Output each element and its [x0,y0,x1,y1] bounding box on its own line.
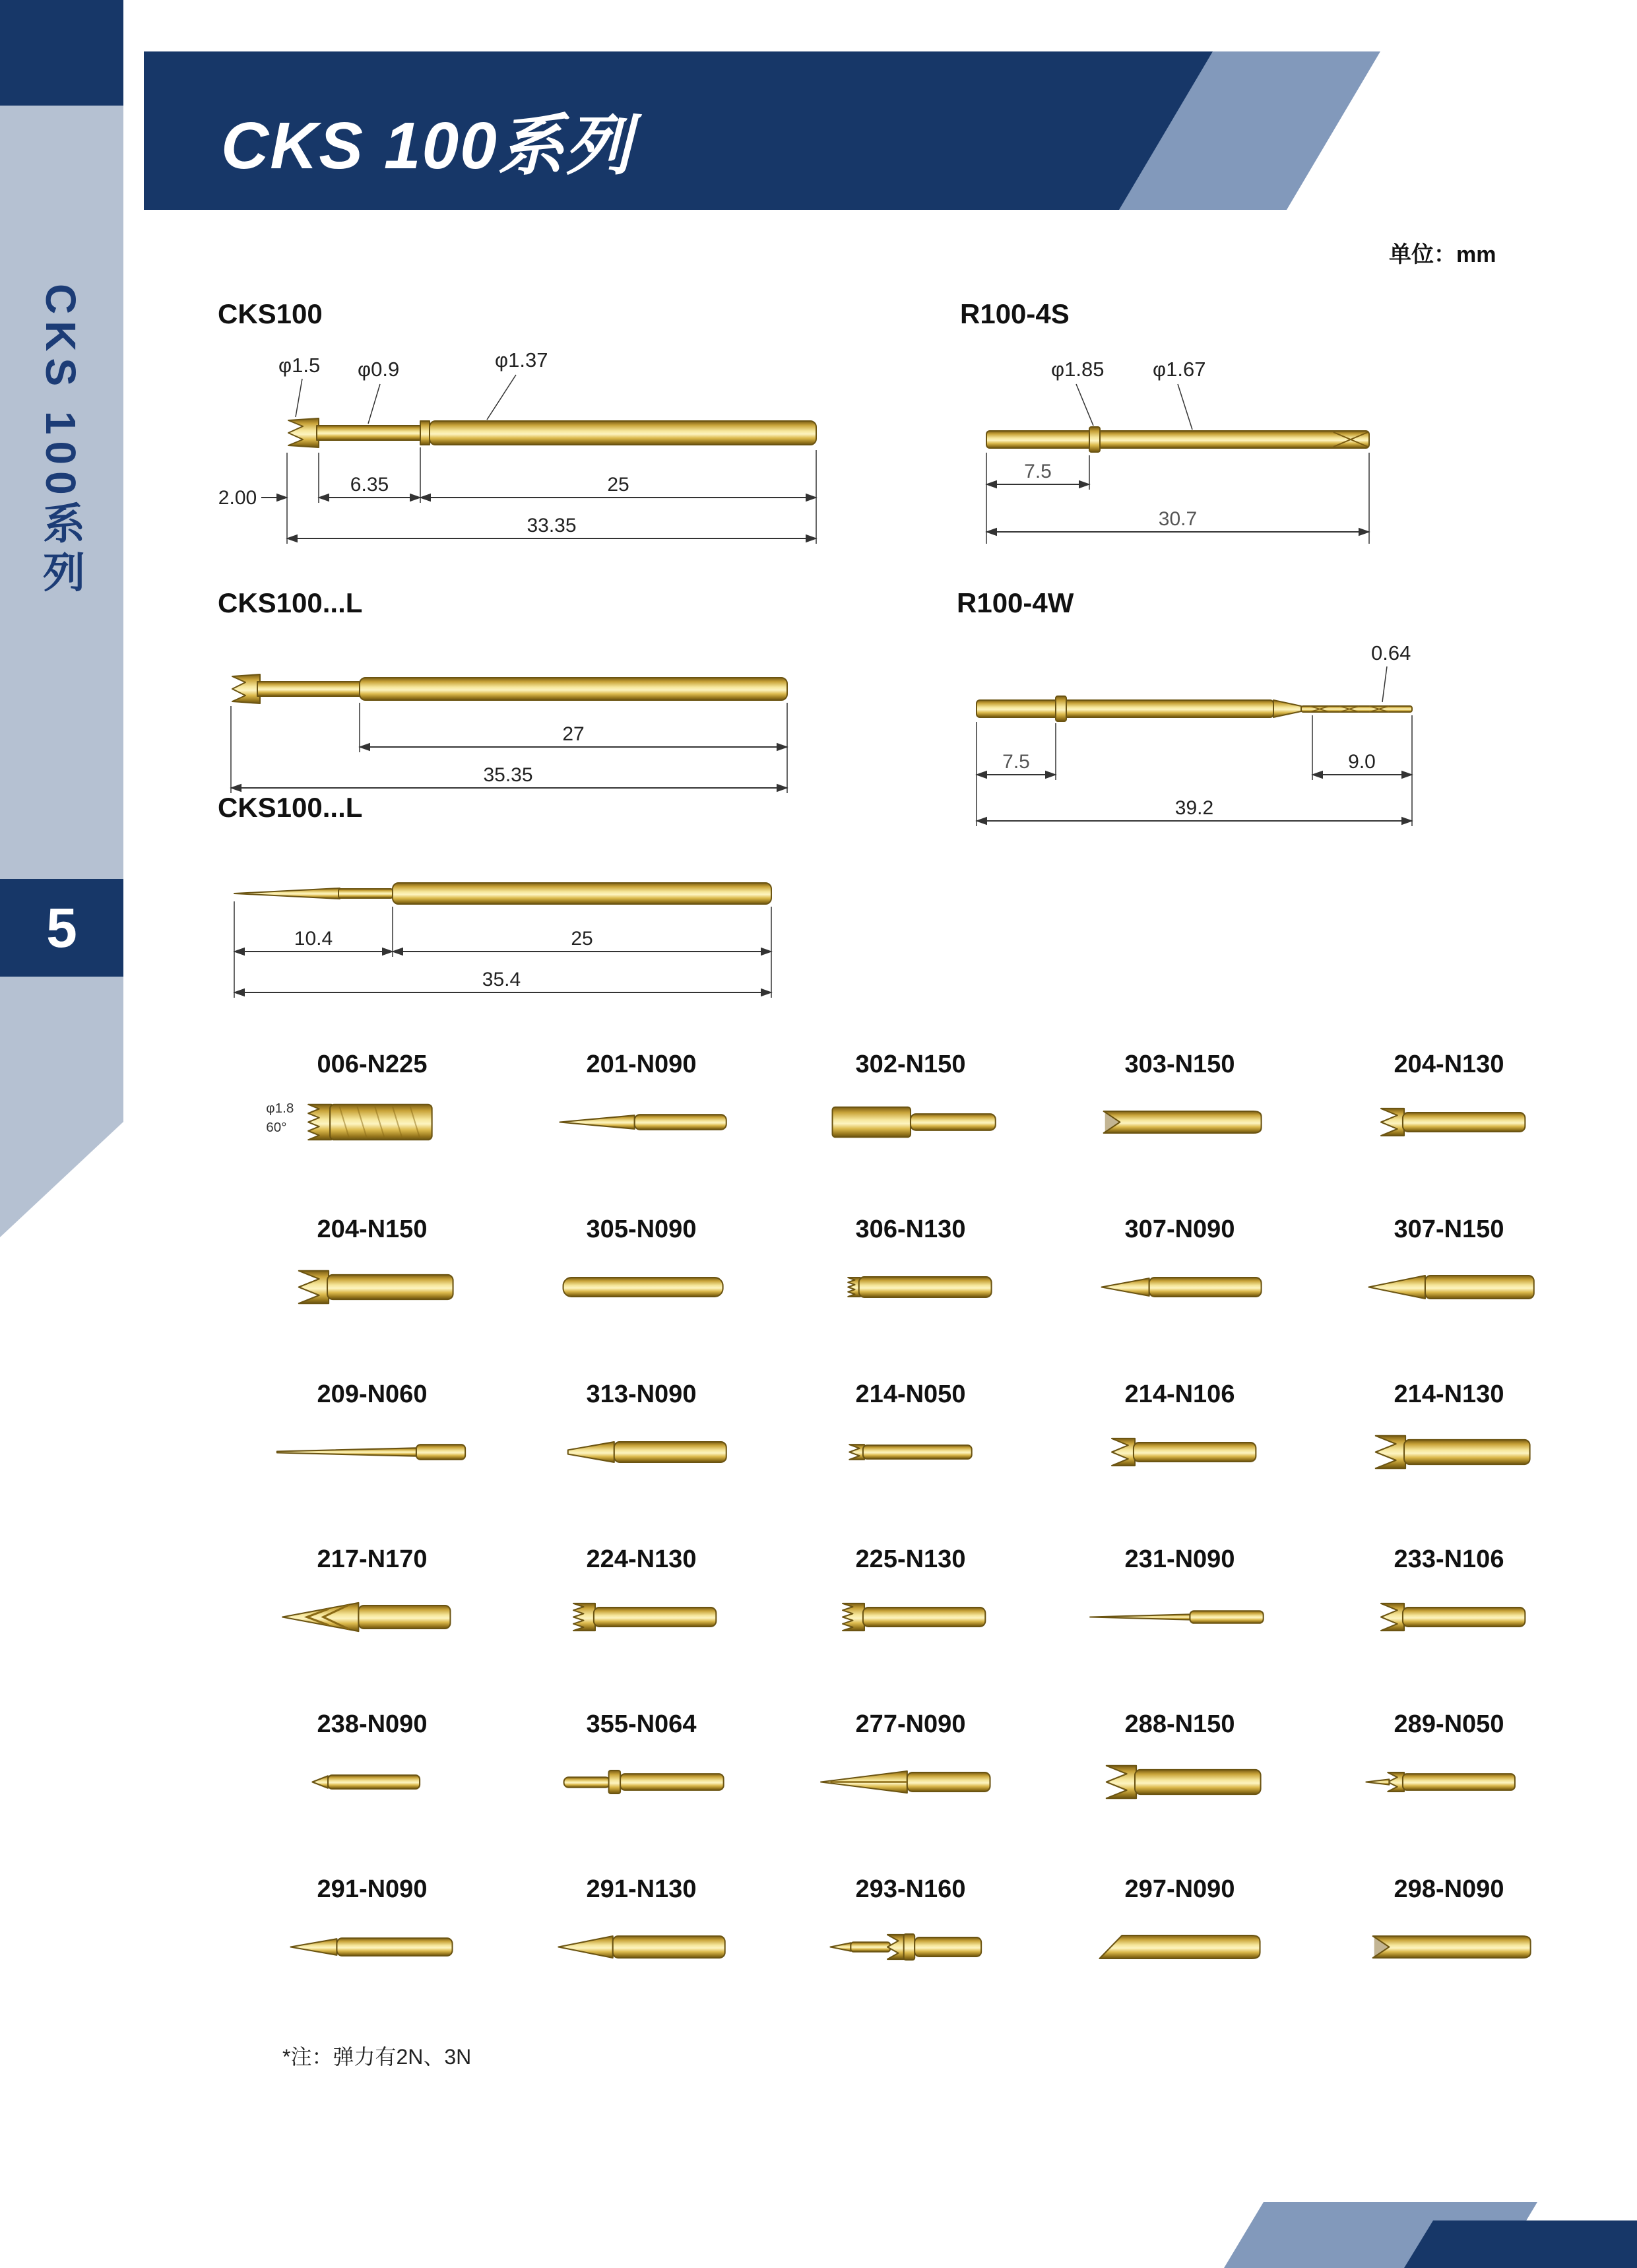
probe-image-conelong [532,1088,750,1156]
dim-len-barrel: 27 [562,723,585,745]
header-corner-block [0,0,123,106]
probe-label: 298-N090 [1394,1875,1504,1903]
dim-phi-neck: φ0.9 [358,358,400,381]
probe-image-plain [532,1253,750,1321]
probe-cell [1314,1710,1584,1875]
footer-band [0,2189,1637,2268]
probe-label: 306-N130 [855,1215,966,1243]
probe-label: 214-N050 [855,1380,966,1408]
page-title: CKS 100系列 [221,109,633,183]
probe-image-crownmulti [802,1583,1019,1651]
probe-image-bullet [532,1418,750,1486]
probe-cell [238,1215,507,1380]
probe-cell [238,1380,507,1545]
probe-label: 204-N150 [317,1215,428,1243]
probe-label: 006-N225 [317,1051,428,1078]
sidebar [0,106,123,1237]
sidebar-series-label: CKS 100系列 [37,284,84,599]
probe-cell [507,1380,776,1545]
drawing-title: CKS100...L [218,587,363,618]
probe-image-pencil [263,1913,481,1981]
probe-label: 288-N150 [1124,1710,1235,1738]
probe-cell [1314,1545,1584,1710]
probe-label: 291-N090 [317,1875,428,1903]
drawing-block-cks100-l2 [218,792,878,1002]
probe-cell [507,1875,776,2040]
probe-image-crownspike [1340,1748,1558,1816]
probe-cell [1314,1215,1584,1380]
probe-cell [1314,1051,1584,1215]
probe-image-pencilbig [532,1913,750,1981]
probe-cell [507,1215,776,1380]
dim-phi-tail: 0.64 [1371,641,1411,664]
probe-label: 214-N106 [1124,1380,1235,1408]
drawing-title: R100-4W [957,587,1074,618]
probe-image-chisel [1071,1913,1289,1981]
probe-image-collar [532,1748,750,1816]
drawing-block-cks100-l1 [218,587,878,798]
probe-label: 302-N150 [855,1051,966,1078]
probe-cell [776,1710,1045,1875]
probe-cell [507,1545,776,1710]
dim-len-tail: 9.0 [1348,751,1376,773]
probe-image-needle [1071,1583,1289,1651]
dim-len-total: 33.35 [527,515,577,536]
drawing-cks100-l1-image [218,623,878,794]
probe-image-crown [1340,1088,1558,1156]
drawing-block-r100-4w [957,587,1445,837]
dim-len-tip: 10.4 [294,928,333,950]
probe-cell [1314,1380,1584,1545]
probe-image-taper [263,1418,481,1486]
probe-label: 231-N090 [1124,1545,1235,1573]
dim-len-total: 35.4 [482,969,521,990]
probe-cell [1045,1051,1314,1215]
probe-label: 277-N090 [855,1710,966,1738]
drawing-block-cks100 [218,298,878,562]
drawing-block-r100-4s [960,298,1422,562]
probe-cell [238,1051,507,1215]
dim-len-tip: 2.00 [218,487,257,509]
probe-image-crownbig [263,1253,481,1321]
page-number-badge: 5 [0,879,123,977]
probe-cell [776,1215,1045,1380]
probe-cell [776,1875,1045,2040]
svg-text:60°: 60° [266,1119,287,1135]
drawing-title: CKS100...L [218,792,363,823]
probe-label: 303-N150 [1124,1051,1235,1078]
probe-label: 209-N060 [317,1380,428,1408]
probe-label: 305-N090 [586,1215,697,1243]
probe-image-crown [1340,1583,1558,1651]
drawing-r100-4w-image [957,623,1445,834]
probe-label: 293-N160 [855,1875,966,1903]
probe-image-assembly [802,1913,1019,1981]
probe-image-crownbig [1071,1748,1289,1816]
probe-label: 355-N064 [586,1710,697,1738]
dim-len-collar: 7.5 [1002,751,1030,773]
dim-len-total: 35.35 [483,764,533,786]
probe-label: 291-N130 [586,1875,697,1903]
probe-cell [1045,1215,1314,1380]
probe-label: 238-N090 [317,1710,428,1738]
probe-label: 307-N090 [1124,1215,1235,1243]
probe-label: 204-N130 [1394,1051,1504,1078]
probe-label: 224-N130 [586,1545,697,1573]
dim-len-barrel: 25 [607,474,629,496]
unit-label: 单位：mm [1389,242,1496,267]
probe-cell [776,1380,1045,1545]
probe-image-step [802,1088,1019,1156]
drawing-cks100-l2-image [218,827,878,999]
probe-cell [776,1545,1045,1710]
probe-label: 313-N090 [586,1380,697,1408]
footnote: *注：弹力有2N、3N [282,2045,472,2069]
probe-cell [1045,1380,1314,1545]
probe-label: 297-N090 [1124,1875,1235,1903]
probe-image-conebig [1340,1253,1558,1321]
probe-image-cup [1071,1088,1289,1156]
probe-image-bigcup [263,1088,481,1156]
probe-grid [238,1051,1584,2040]
probe-image-cup [1340,1913,1558,1981]
probe-cell [1045,1875,1314,2040]
dim-len-total: 30.7 [1158,508,1198,530]
dim-phi-tube: φ1.67 [1153,358,1206,381]
dim-len-barrel: 25 [571,928,593,950]
dim-phi-tip: φ1.5 [278,354,321,377]
drawing-r100-4s-image [960,334,1422,558]
probe-label: 225-N130 [855,1545,966,1573]
probe-image-crownmulti [532,1583,750,1651]
probe-cell [1045,1545,1314,1710]
probe-cell [507,1051,776,1215]
probe-image-serrated [802,1253,1019,1321]
probe-cell [1045,1710,1314,1875]
probe-image-crown [1071,1418,1289,1486]
probe-label: 307-N150 [1394,1215,1504,1243]
probe-image-stub [263,1748,481,1816]
probe-label: 233-N106 [1394,1545,1504,1573]
probe-cell [238,1545,507,1710]
probe-cell [1314,1875,1584,2040]
probe-label: 201-N090 [586,1051,697,1078]
dim-len-collar: 7.5 [1024,461,1052,482]
probe-image-ridgedcone [263,1583,481,1651]
footer-main-shape [1404,2220,1637,2268]
probe-label: 289-N050 [1394,1710,1504,1738]
dim-phi-barrel: φ1.37 [495,348,548,372]
probe-cell [776,1051,1045,1215]
probe-image-crownbig [1340,1418,1558,1486]
dim-phi-collar: φ1.85 [1051,358,1105,381]
probe-cell [238,1710,507,1875]
drawing-title: CKS100 [218,298,323,329]
drawing-cks100-image [218,334,878,558]
svg-text:φ1.8: φ1.8 [266,1101,294,1117]
probe-cell [507,1710,776,1875]
dim-len-neck: 6.35 [350,474,389,496]
probe-image-cone [1071,1253,1289,1321]
probe-label: 217-N170 [317,1545,428,1573]
probe-image-blade [802,1748,1019,1816]
probe-label: 214-N130 [1394,1380,1504,1408]
probe-cell [238,1875,507,2040]
dim-len-total: 39.2 [1174,797,1214,819]
drawing-title: R100-4S [960,298,1070,329]
probe-image-crownsmall [802,1418,1019,1486]
